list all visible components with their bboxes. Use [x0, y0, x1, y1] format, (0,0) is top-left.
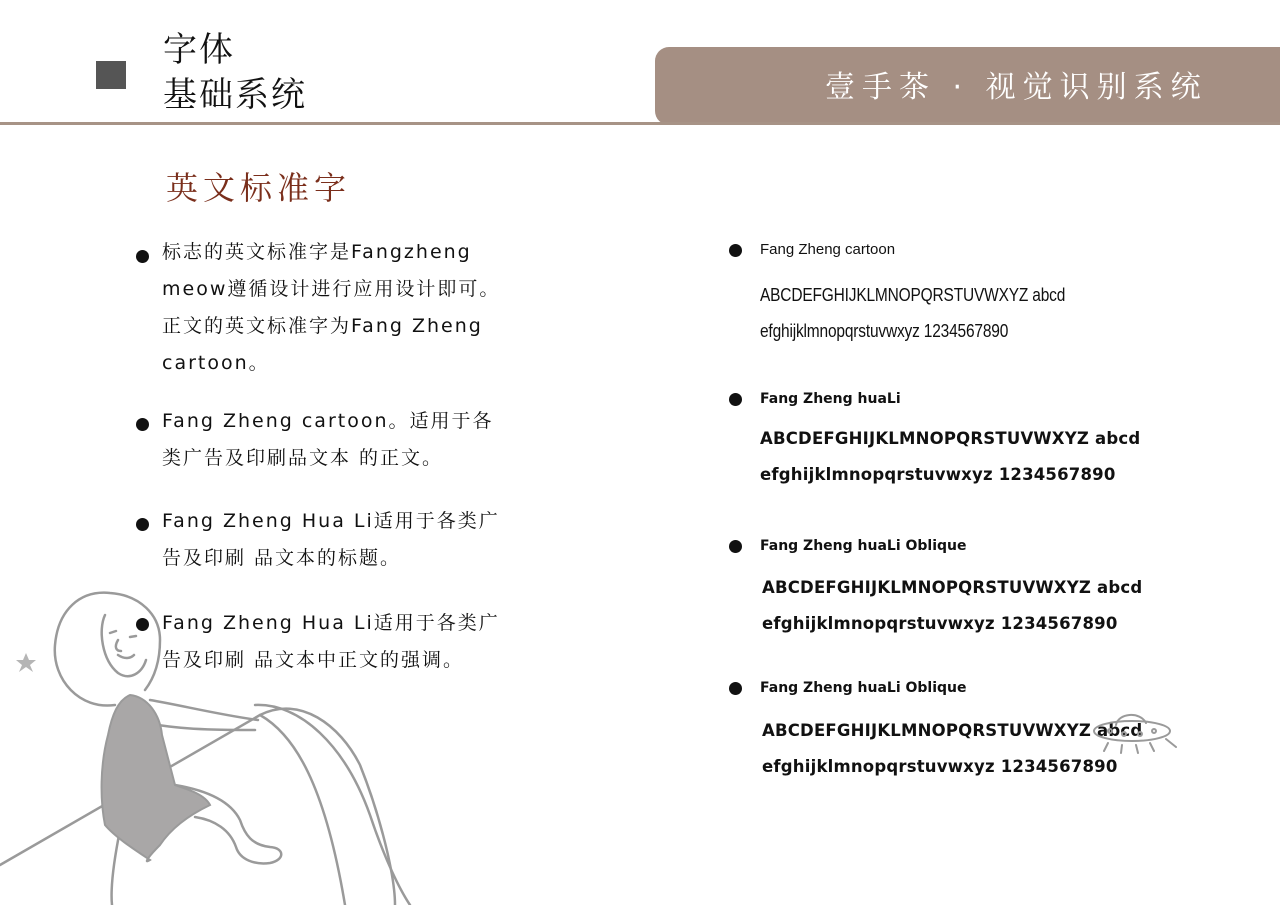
bullet-icon: [136, 418, 149, 431]
specimen-sample-4: [762, 713, 1142, 785]
specimen-name-1: Fang Zheng cartoon: [760, 241, 896, 258]
section-heading: 英文标准字: [166, 169, 352, 207]
specimen-line: efghijklmnopqrstuvwxyz 1234567890: [760, 321, 1009, 341]
specimen-line: efghijklmnopqrstuvwxyz 1234567890: [760, 465, 1116, 484]
bullet-icon: [136, 618, 149, 631]
specimen-sample-2: [760, 421, 1140, 493]
specimen-line: ABCDEFGHIJKLMNOPQRSTUVWXYZ abcd: [762, 578, 1143, 597]
specimen-name-2: Fang Zheng huaLi: [760, 391, 901, 407]
bullet-icon: [729, 540, 742, 553]
bullet-icon: [136, 518, 149, 531]
specimen-sample-3: [762, 570, 1142, 642]
paragraph-4: Fang Zheng Hua Li适用于各类广告及印刷 品文本中正文的强调。: [162, 612, 500, 671]
page-title-line2: 基础系统: [163, 75, 307, 115]
specimen-line: efghijklmnopqrstuvwxyz 1234567890: [762, 757, 1118, 776]
specimen-line: efghijklmnopqrstuvwxyz 1234567890: [762, 614, 1118, 633]
header-divider: [0, 122, 1280, 125]
specimen-sample-1: [760, 277, 1065, 349]
paragraph-3: Fang Zheng Hua Li适用于各类广告及印刷 品文本的标题。: [162, 510, 500, 569]
specimen-name-4: Fang Zheng huaLi Oblique: [760, 680, 967, 696]
brand-title: 壹手茶 · 视觉识别系统: [825, 70, 1208, 105]
bullet-icon: [729, 682, 742, 695]
ufo-icon: [1088, 703, 1180, 763]
specimen-line: ABCDEFGHIJKLMNOPQRSTUVWXYZ abcd: [760, 429, 1141, 448]
bullet-icon: [729, 393, 742, 406]
bullet-icon: [729, 244, 742, 257]
page-title-line1: 字体: [163, 30, 235, 70]
paragraph-2: Fang Zheng cartoon。适用于各类广告及印刷品文本 的正文。: [162, 410, 494, 469]
specimen-name-3: Fang Zheng huaLi Oblique: [760, 538, 967, 554]
paragraph-1: 标志的英文标准字是Fangzheng meow遵循设计进行应用设计即可。正文的英文标准字为Fang Zheng cartoon。: [162, 241, 501, 374]
specimen-line: ABCDEFGHIJKLMNOPQRSTUVWXYZ abcd: [762, 721, 1143, 740]
specimen-line: ABCDEFGHIJKLMNOPQRSTUVWXYZ abcd: [760, 285, 1066, 305]
bullet-icon: [136, 250, 149, 263]
star-icon: [16, 653, 36, 672]
section-marker-square: [96, 61, 126, 89]
